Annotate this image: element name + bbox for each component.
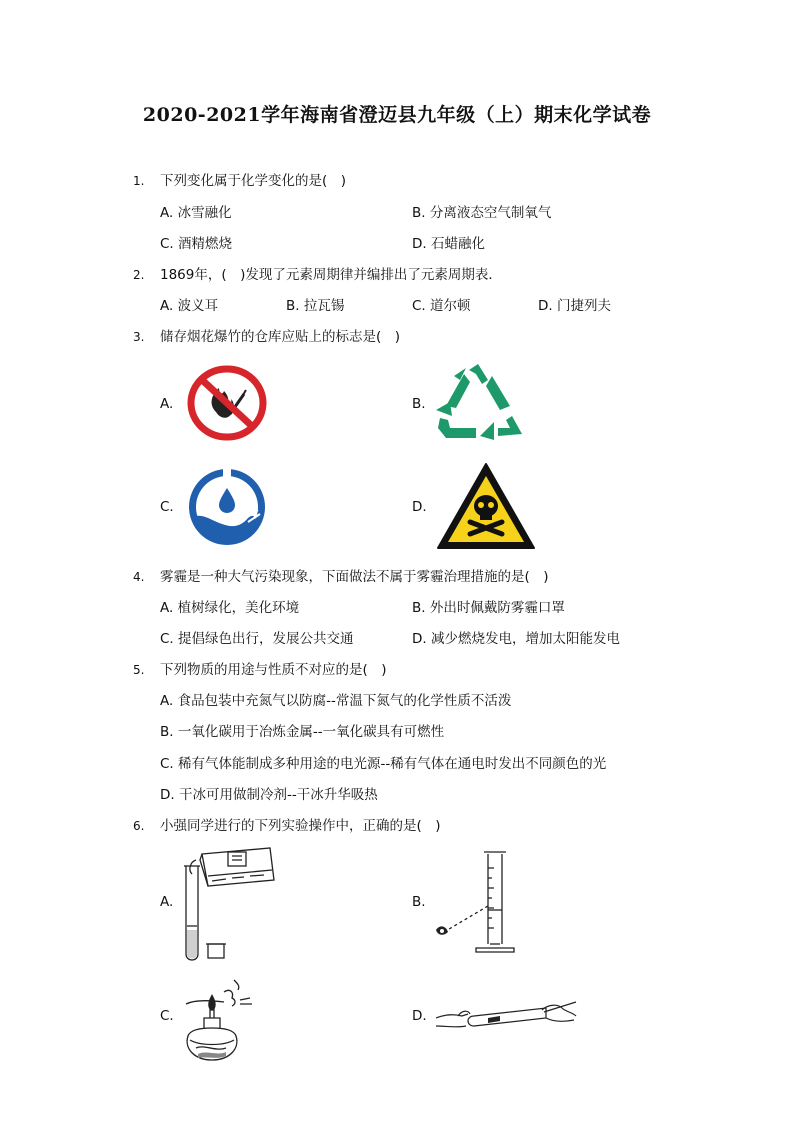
question-3: 3. 储存烟花爆竹的仓库应贴上的标志是( ) [133, 329, 401, 345]
option-b: B. 拉瓦锡 [286, 298, 345, 314]
option-c: C. 提倡绿色出行，发展公共交通 [160, 631, 354, 647]
option-a-label: A. [160, 396, 174, 412]
reading-graduated-cylinder-icon [430, 848, 530, 958]
option-a: A. 食品包装中充氮气以防腐--常温下氮气的化学性质不活泼 [160, 693, 512, 709]
option-c: C. 道尔顿 [412, 298, 471, 314]
pouring-liquid-into-test-tube-icon [180, 846, 280, 964]
option-d: D. 门捷列夫 [538, 298, 611, 314]
toxic-warning-sign-icon [436, 462, 536, 552]
question-1: 1. 下列变化属于化学变化的是( ) [133, 173, 347, 189]
option-d-label: D. [412, 1008, 427, 1024]
question-stem: 雾霾是一种大气污染现象，下面做法不属于雾霾治理措施的是( ) [160, 569, 549, 585]
option-c-label: C. [160, 1008, 174, 1024]
question-stem: 储存烟花爆竹的仓库应贴上的标志是( ) [160, 329, 401, 345]
option-d: D. 石蜡融化 [412, 236, 485, 252]
option-b: B. 外出时佩戴防雾霾口罩 [412, 600, 565, 616]
question-2: 2. 1869年，( )发现了元素周期律并编排出了元素周期表． [133, 267, 502, 283]
question-stem: 小强同学进行的下列实验操作中，正确的是( ) [160, 818, 441, 834]
question-stem: 下列变化属于化学变化的是( ) [160, 173, 347, 189]
option-b: B. 一氧化碳用于冶炼金属--一氧化碳具有可燃性 [160, 724, 445, 740]
question-6: 6. 小强同学进行的下列实验操作中，正确的是( ) [133, 818, 441, 834]
option-d-label: D. [412, 499, 427, 515]
test-tube-reagent-icon [434, 996, 578, 1036]
option-a: A. 冰雪融化 [160, 205, 232, 221]
option-b-label: B. [412, 396, 426, 412]
question-stem: 1869年，( )发现了元素周期律并编排出了元素周期表． [160, 267, 502, 283]
no-open-flame-sign-icon [186, 364, 268, 442]
blowing-out-alcohol-lamp-icon [180, 974, 262, 1064]
option-b-label: B. [412, 894, 426, 910]
recycle-sign-icon [436, 362, 524, 442]
option-c-label: C. [160, 499, 174, 515]
option-a: A. 波义耳 [160, 298, 219, 314]
option-a: A. 植树绿化，美化环境 [160, 600, 300, 616]
option-c: C. 酒精燃烧 [160, 236, 233, 252]
option-b: B. 分离液态空气制氧气 [412, 205, 552, 221]
page-title: 2020-2021学年海南省澄迈县九年级（上）期末化学试卷 [142, 104, 652, 126]
option-c: C. 稀有气体能制成多种用途的电光源--稀有气体在通电时发出不同颜色的光 [160, 756, 607, 772]
option-d: D. 减少燃烧发电，增加太阳能发电 [412, 631, 620, 647]
option-d: D. 干冰可用做制冷剂--干冰升华吸热 [160, 787, 378, 803]
question-5: 5. 下列物质的用途与性质不对应的是( ) [133, 662, 387, 678]
option-a-label: A. [160, 894, 174, 910]
question-4: 4. 雾霾是一种大气污染现象，下面做法不属于雾霾治理措施的是( ) [133, 569, 549, 585]
water-saving-sign-icon [186, 466, 268, 548]
question-stem: 下列物质的用途与性质不对应的是( ) [160, 662, 387, 678]
